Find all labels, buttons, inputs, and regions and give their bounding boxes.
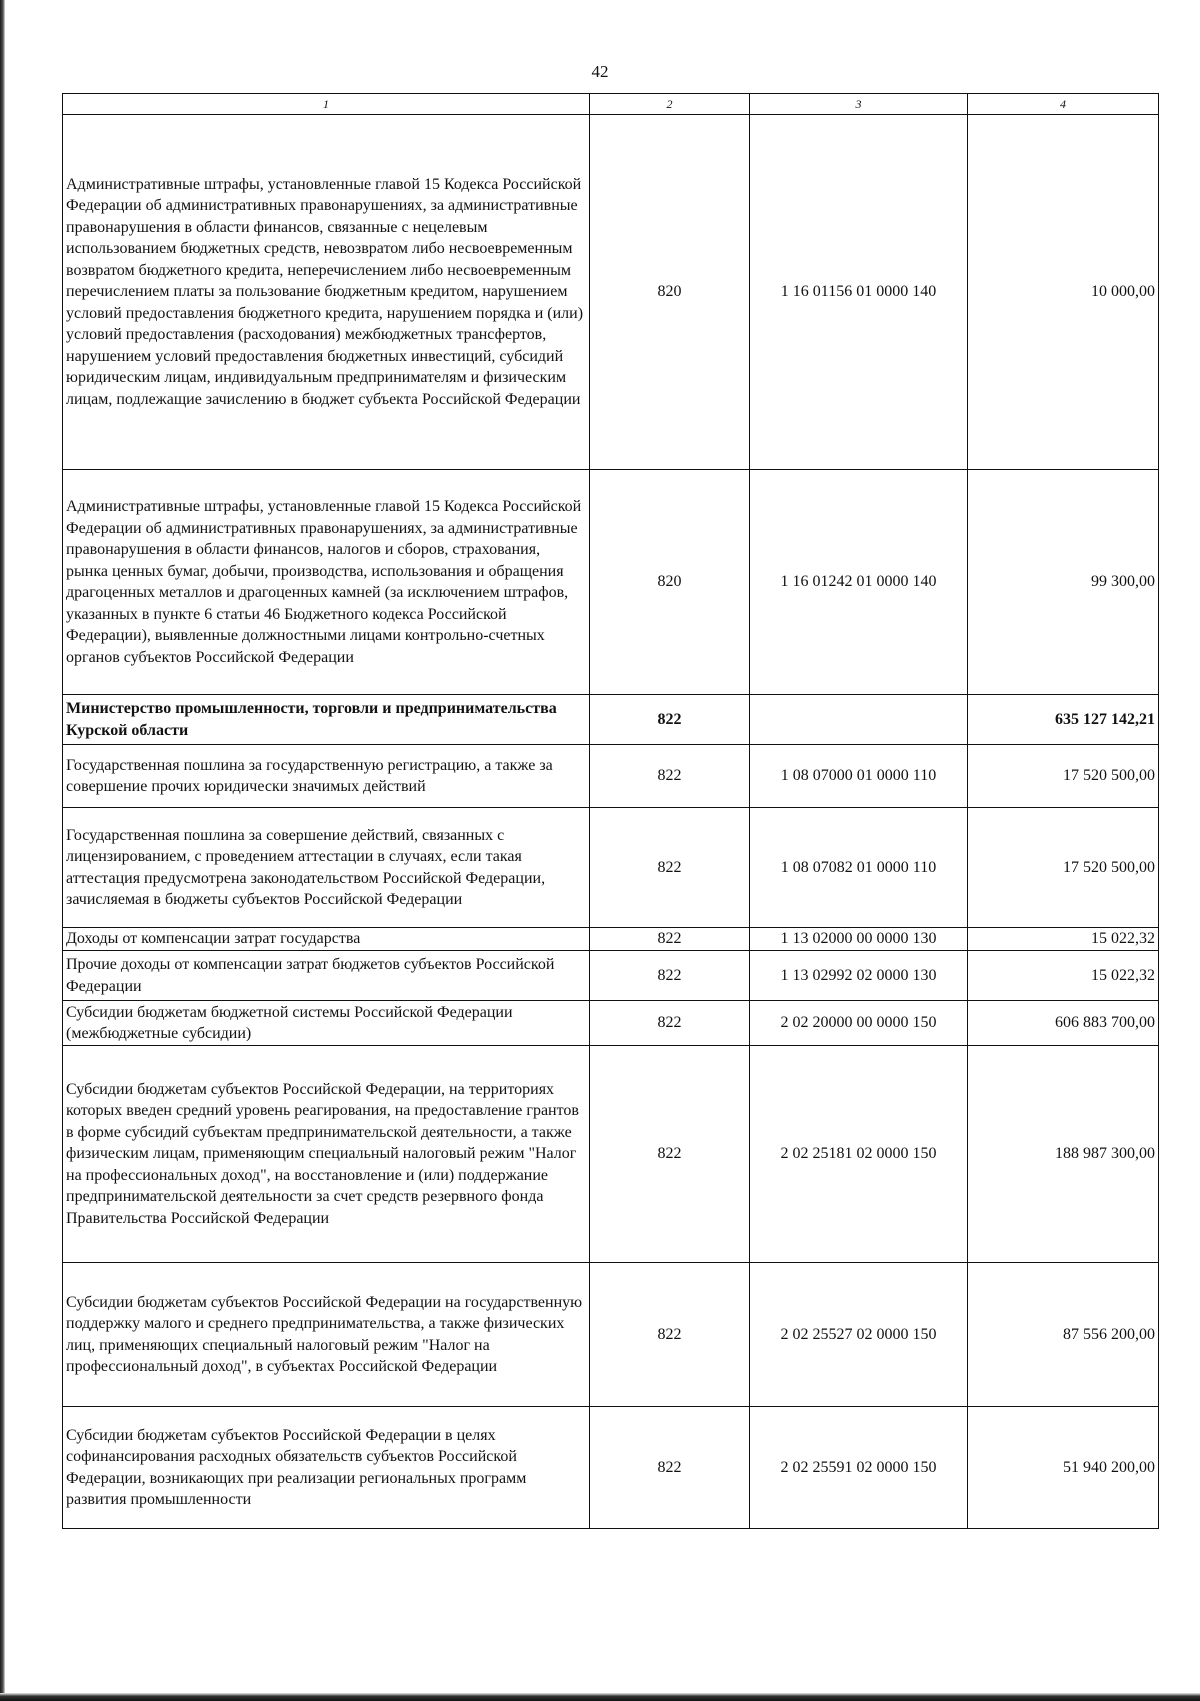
row-budget-code: 1 08 07000 01 0000 110 [750, 745, 968, 808]
table-row [63, 745, 1159, 808]
row-budget-code: 1 16 01156 01 0000 140 [750, 115, 968, 470]
row-description: Министерство промышленности, торговли и предпринимательства Курской области [63, 695, 590, 745]
row-description: Административные штрафы, установленные главой 15 Кодекса Российской Федерации об административных правонарушениях, за административные правонарушения в области финансов, налогов и сборов, страхования, рынка ценных бумаг, добычи, производства, использования и обращения драгоценных металлов и драгоценных камней (за исключением штрафов, указанных в пункте 6 статьи 46 Бюджетного кодекса Российской Федерации), выявленные должностными лицами контрольно-счетных органов субъектов Российской Федерации [63, 470, 590, 695]
row-budget-code: 2 02 25527 02 0000 150 [750, 1263, 968, 1407]
page-number: 42 [591, 62, 609, 81]
row-budget-code: 2 02 20000 00 0000 150 [750, 1001, 968, 1046]
table-row-section [63, 695, 1159, 745]
row-description: Доходы от компенсации затрат государства [63, 928, 590, 951]
row-description: Субсидии бюджетам бюджетной системы Российской Федерации (межбюджетные субсидии) [63, 1001, 590, 1046]
row-admin-code: 822 [590, 951, 750, 1001]
table-row [63, 951, 1159, 1001]
table-row [63, 928, 1159, 951]
col-header-1: 1 [63, 94, 590, 115]
scan-edge-bottom [0, 1693, 1200, 1701]
row-budget-code: 1 13 02000 00 0000 130 [750, 928, 968, 951]
col-header-2: 2 [590, 94, 750, 115]
row-admin-code: 822 [590, 745, 750, 808]
row-budget-code [750, 695, 968, 745]
row-budget-code: 2 02 25591 02 0000 150 [750, 1407, 968, 1529]
row-description: Прочие доходы от компенсации затрат бюджетов субъектов Российской Федерации [63, 951, 590, 1001]
row-amount: 87 556 200,00 [968, 1263, 1159, 1407]
row-admin-code: 822 [590, 1263, 750, 1407]
table-row [63, 1001, 1159, 1046]
row-amount: 17 520 500,00 [968, 808, 1159, 928]
table-row [63, 1263, 1159, 1407]
row-admin-code: 822 [590, 928, 750, 951]
row-amount: 635 127 142,21 [968, 695, 1159, 745]
row-budget-code: 1 16 01242 01 0000 140 [750, 470, 968, 695]
row-amount: 51 940 200,00 [968, 1407, 1159, 1529]
table-row [63, 1407, 1159, 1529]
col-header-3: 3 [750, 94, 968, 115]
row-admin-code: 822 [590, 1407, 750, 1529]
table-row [63, 470, 1159, 695]
row-description: Административные штрафы, установленные главой 15 Кодекса Российской Федерации об административных правонарушениях, за административные правонарушения в области финансов, связанные с нецелевым использованием бюджетных средств, невозвратом либо несвоевременным возвратом бюджетного кредита, неперечислением либо несвоевременным перечислением платы за пользование бюджетным кредитом, нарушением условий предоставления бюджетного кредита, нарушением порядка и (или) условий предоставления (расходования) межбюджетных трансфертов, нарушением условий предоставления бюджетных инвестиций, субсидий юридическим лицам, индивидуальным предпринимателям и физическим лицам, подлежащие зачислению в бюджет субъекта Российской Федерации [63, 115, 590, 470]
revenue-table [62, 93, 1159, 1529]
scan-edge-left [0, 0, 5, 1701]
row-amount: 606 883 700,00 [968, 1001, 1159, 1046]
row-description: Субсидии бюджетам субъектов Российской Федерации на государственную поддержку малого и среднего предпринимательства, а также физических лиц, применяющих специальный налоговый режим "Налог на профессиональный доход", в субъектах Российской Федерации [63, 1263, 590, 1407]
table-row [63, 115, 1159, 470]
row-description: Субсидии бюджетам субъектов Российской Федерации, на территориях которых введен средний уровень реагирования, на предоставление грантов в форме субсидий субъектам предпринимательской деятельности, а также физическим лицам, применяющим специальный налоговый режим "Налог на профессиональных доход", на восстановление и (или) поддержание предпринимательской деятельности за счет средств резервного фонда Правительства Российской Федерации [63, 1046, 590, 1263]
row-admin-code: 822 [590, 1001, 750, 1046]
table-row [63, 808, 1159, 928]
col-header-4: 4 [968, 94, 1159, 115]
row-admin-code: 822 [590, 1046, 750, 1263]
row-description: Субсидии бюджетам субъектов Российской Федерации в целях софинансирования расходных обязательств субъектов Российской Федерации, возникающих при реализации региональных программ развития промышленности [63, 1407, 590, 1529]
row-admin-code: 822 [590, 695, 750, 745]
row-budget-code: 2 02 25181 02 0000 150 [750, 1046, 968, 1263]
row-budget-code: 1 08 07082 01 0000 110 [750, 808, 968, 928]
table-header-row [63, 94, 1159, 115]
row-description: Государственная пошлина за совершение действий, связанных с лицензированием, с проведением аттестации в случаях, если такая аттестация предусмотрена законодательством Российской Федерации, зачисляемая в бюджеты субъектов Российской Федерации [63, 808, 590, 928]
table-row [63, 1046, 1159, 1263]
row-amount: 10 000,00 [968, 115, 1159, 470]
row-admin-code: 822 [590, 808, 750, 928]
row-amount: 17 520 500,00 [968, 745, 1159, 808]
row-amount: 15 022,32 [968, 928, 1159, 951]
row-admin-code: 820 [590, 115, 750, 470]
row-admin-code: 820 [590, 470, 750, 695]
row-amount: 188 987 300,00 [968, 1046, 1159, 1263]
row-amount: 99 300,00 [968, 470, 1159, 695]
row-budget-code: 1 13 02992 02 0000 130 [750, 951, 968, 1001]
row-amount: 15 022,32 [968, 951, 1159, 1001]
row-description: Государственная пошлина за государственную регистрацию, а также за совершение прочих юридически значимых действий [63, 745, 590, 808]
